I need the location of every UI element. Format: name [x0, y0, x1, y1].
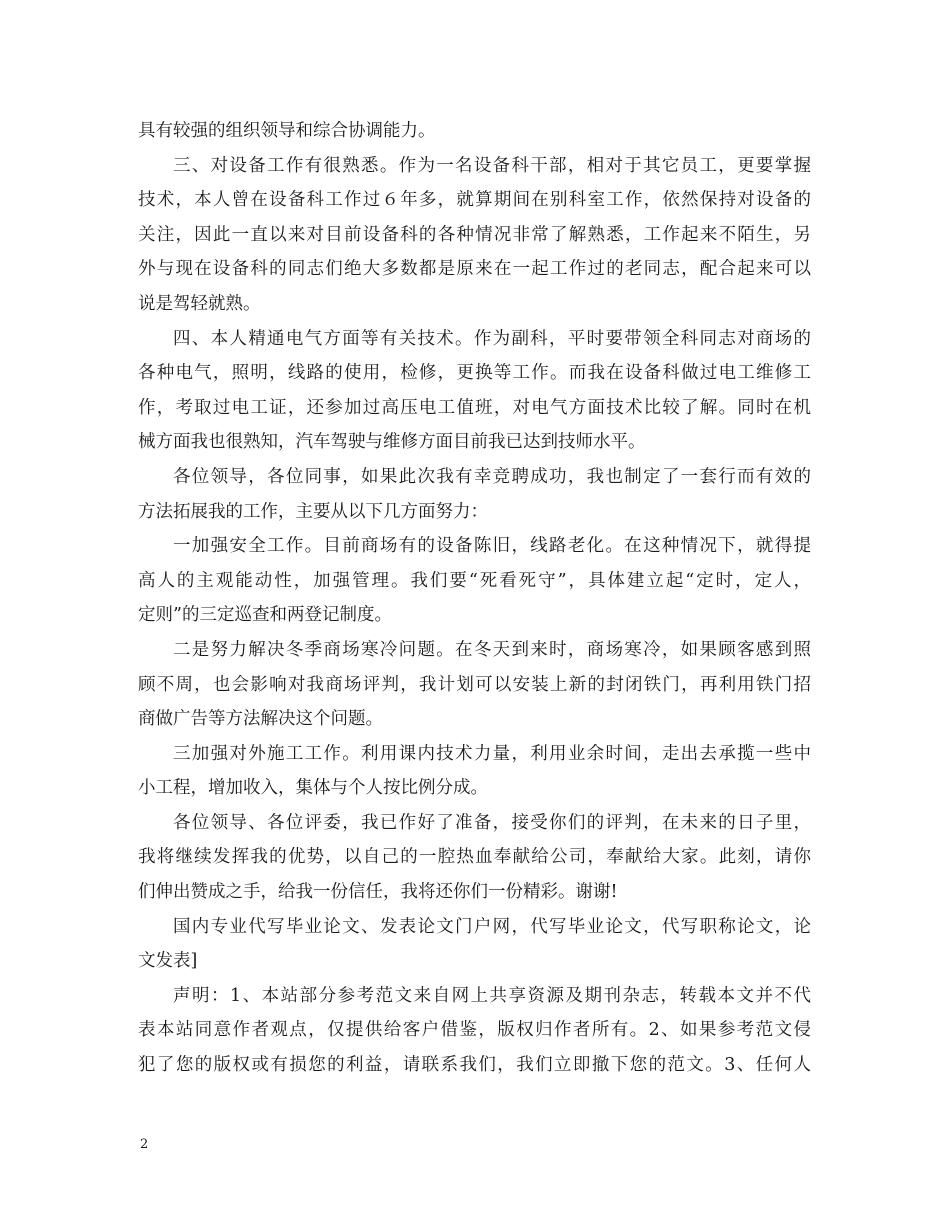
paragraph [138, 149, 811, 322]
text-line: 国内专业代写毕业论文、发表论文门户网，代写毕业论文，代写职称论文，论 [173, 916, 811, 937]
text-line: 各位领导，各位同事，如果此次我有幸竞聘成功，我也制定了一套行而有效的 [173, 466, 811, 487]
paragraph [138, 806, 811, 910]
text-line: 四、本人精通电气方面等有关技术。作为副科，平时要带领全科同志对商场的 [173, 328, 811, 349]
text-line: 作，考取过电工证，还参加过高压电工值班，对电气方面技术比较了解。同时在机 [138, 397, 811, 418]
text-line: 顾不周，也会影响对我商场评判，我计划可以安装上新的封闭铁门，再利用铁门招 [138, 674, 811, 695]
paragraph [138, 737, 811, 806]
document-body [138, 114, 811, 1083]
text-line: 我将继续发挥我的优势，以自己的一腔热血奉献给公司，奉献给大家。此刻，请你 [138, 847, 811, 868]
text-line: 表本站同意作者观点，仅提供给客户借鉴，版权归作者所有。2、如果参考范文侵 [138, 1020, 811, 1041]
text-line: 各种电气，照明，线路的使用，检修，更换等工作。而我在设备科做过电工维修工 [138, 363, 811, 384]
text-line: 小工程，增加收入，集体与个人按比例分成。 [138, 778, 488, 799]
text-line: 三、对设备工作有很熟悉。作为一名设备科干部，相对于其它员工，更要掌握 [173, 155, 811, 176]
paragraph [138, 633, 811, 737]
paragraph [138, 460, 811, 529]
text-line: 们伸出赞成之手，给我一份信任，我将还你们一份精彩。谢谢! [138, 882, 618, 903]
text-line: 各位领导、各位评委，我已作好了准备，接受你们的评判，在未来的日子里， [173, 812, 811, 833]
text-line: 商做广告等方法解决这个问题。 [138, 709, 383, 730]
paragraph [138, 114, 811, 149]
paragraph [138, 910, 811, 979]
paragraph [138, 979, 811, 1083]
text-line: 具有较强的组织领导和综合协调能力。 [138, 121, 436, 141]
text-line: 高人的主观能动性，加强管理。我们要“死看死守”，具体建立起“定时，定人， [138, 570, 811, 591]
text-line: 三加强对外施工工作。利用课内技术力量，利用业余时间，走出去承揽一些中 [173, 743, 811, 764]
text-line: 定则”的三定巡查和两登记制度。 [138, 605, 392, 626]
text-line: 技术，本人曾在设备科工作过６年多，就算期间在别科室工作，依然保持对设备的 [138, 190, 811, 211]
text-line: 犯了您的版权或有损您的利益，请联系我们，我们立即撤下您的范文。3、任何人 [138, 1055, 811, 1076]
text-line: 一加强安全工作。目前商场有的设备陈旧，线路老化。在这种情况下，就得提 [173, 536, 811, 557]
text-line: 文发表] [138, 951, 198, 972]
text-line: 械方面我也很熟知，汽车驾驶与维修方面目前我已达到技师水平。 [138, 432, 646, 453]
text-line: 声明：1、本站部分参考范文来自网上共享资源及期刊杂志，转载本文并不代 [173, 985, 811, 1006]
text-line: 外与现在设备科的同志们绝大多数都是原来在一起工作过的老同志，配合起来可以 [138, 259, 811, 280]
paragraph [138, 529, 811, 633]
page-number: 2 [140, 1137, 149, 1152]
text-line: 关注，因此一直以来对目前设备科的各种情况非常了解熟悉，工作起来不陌生，另 [138, 224, 811, 245]
text-line: 方法拓展我的工作，主要从以下几方面努力： [138, 501, 488, 522]
text-line: 二是努力解决冬季商场寒冷问题。在冬天到来时，商场寒冷，如果顾客感到照 [173, 639, 811, 660]
paragraph [138, 322, 811, 460]
text-line: 说是驾轻就熟。 [138, 293, 261, 314]
